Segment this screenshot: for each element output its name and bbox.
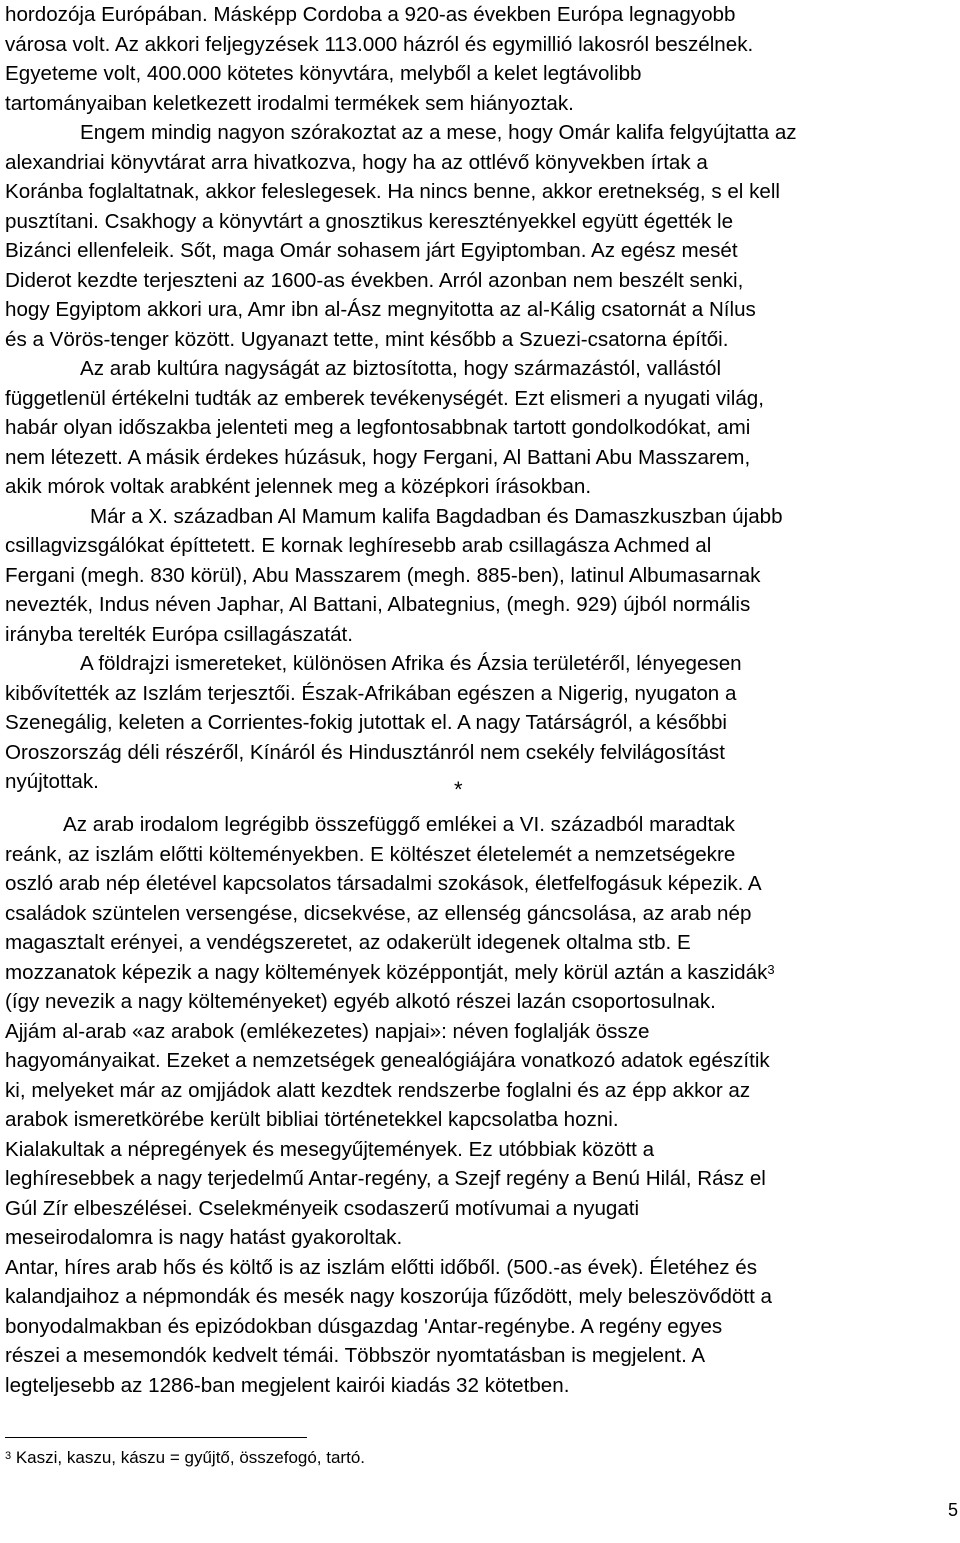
paragraph — [5, 118, 797, 354]
footnote — [5, 1446, 365, 1470]
text-line: Az arab irodalom legrégibb összefüggő emlékei a VI. századból maradtak — [63, 813, 735, 836]
text-line: kibővítették az Iszlám terjesztői. Észak-Afrikában egészen a Nigerig, nyugaton a — [5, 681, 737, 705]
text-line: reánk, az iszlám előtti költeményekben. E költészet életelemét a nemzetségekre — [5, 842, 736, 866]
text-line: meseirodalomra is nagy hatást gyakoroltak. — [5, 1226, 403, 1249]
text-line: Már a X. században Al Mamum kalifa Bagdadban és Damaszkuszban újabb — [90, 504, 783, 528]
page-number: 5 — [948, 1500, 959, 1520]
text-line: hordozója Európában. Másképp Cordoba a 920-as években Európa legnagyobb — [5, 3, 736, 26]
text-line: nem létezett. A másik érdekes húzásuk, hogy Fergani, Al Battani Abu Masszarem, — [5, 445, 751, 469]
text-line: Engem mindig nagyon szórakoztat az a mese, hogy Omár kalifa felgyújtatta az — [80, 121, 797, 144]
paragraph — [5, 810, 775, 1400]
paragraph — [5, 0, 797, 118]
text-line: kalandjaihoz a népmondák és mesék nagy koszorúja fűződött, mely beleszövődött a — [5, 1285, 772, 1308]
text-line: Oroszország déli részéről, Kínáról és Hindusztánról nem csekély felvilágosítást — [5, 740, 725, 764]
text-line: arabok ismeretkörébe került bibliai történetekkel kapcsolatba hozni. — [5, 1108, 619, 1131]
text-line: hagyományaikat. Ezeket a nemzetségek genealógiájára vonatkozó adatok egészítik — [5, 1049, 770, 1072]
footnote-number: 3 — [5, 1450, 12, 1462]
paragraph — [5, 502, 797, 650]
text-line: családok szüntelen versengése, dicsekvése, az ellenség gáncsolása, az arab nép — [5, 901, 752, 925]
text-line: akik mórok voltak arabként jelennek meg a középkori írásokban. — [5, 475, 592, 498]
text-line: Koránba foglaltatnak, akkor feleslegesek. Ha nincs benne, akkor eretnekség, s el kell — [5, 180, 781, 203]
text-line: irányba terelték Európa csillagászatát. — [5, 622, 353, 646]
body-text-upper — [5, 0, 797, 797]
text-line: nyújtottak. — [5, 770, 99, 793]
text-line: Diderot kezdte terjeszteni az 1600-as években. Arról azonban nem beszélt senki, — [5, 268, 744, 292]
text-line: Egyeteme volt, 400.000 kötetes könyvtára, melyből a kelet legtávolibb — [5, 62, 642, 85]
text-line: habár olyan időszakba jelenteti meg a legfontosabbnak tartott gondolkodókat, ami — [5, 416, 751, 439]
text-line: nevezték, Indus néven Japhar, Al Battani, Albategnius, (megh. 929) újból normális — [5, 593, 751, 616]
text-line: hogy Egyiptom akkori ura, Amr ibn al-Ász megnyitotta az al-Kálig csatornát a Nílus — [5, 298, 756, 321]
paragraph — [5, 649, 797, 797]
text-line: Kialakultak a népregények és mesegyűjtemények. Ez utóbbiak között a — [5, 1137, 655, 1161]
paragraph — [5, 354, 797, 502]
text-line: pusztítani. Csakhogy a könyvtárt a gnosztikus keresztényekkel együtt égették le — [5, 209, 734, 233]
text-line: Szenegálig, keleten a Corrientes-fokig jutottak el. A nagy Tatárságról, a későbbi — [5, 711, 727, 734]
text-line: magasztalt erényei, a vendégszeretet, az odakerült idegenek oltalma stb. E — [5, 931, 691, 954]
text-line: leghíresebbek a nagy terjedelmű Antar-regény, a Szejf regény a Benú Hilál, Rász el — [5, 1167, 766, 1190]
text-line: városa volt. Az akkori feljegyzések 113.000 házról és egymillió lakosról beszélnek. — [5, 32, 754, 56]
text-line: Fergani (megh. 830 körül), Abu Masszarem (megh. 885-ben), latinul Albumasarnak — [5, 563, 761, 587]
section-separator: * — [454, 777, 463, 802]
text-line: oszló arab nép életével kapcsolatos társadalmi szokások, életfelfogásuk képezik. A — [5, 872, 762, 895]
text-line: Ajjám al-arab «az arabok (emlékezetes) napjai»: néven foglalják össze — [5, 1019, 650, 1043]
text-line: részei a mesemondók kedvelt témái. Többször nyomtatásban is megjelent. A — [5, 1344, 706, 1367]
text-line: A földrajzi ismereteket, különösen Afrika és Ázsia területéről, lényegesen — [80, 652, 742, 675]
text-line: csillagvizsgálókat építtetett. E kornak leghíresebb arab csillagásza Achmed al — [5, 534, 712, 557]
text-line-with-footnote-ref — [5, 958, 775, 988]
text-line: ki, melyeket már az omjjádok alatt kezdtek rendszerbe foglalni és az épp akkor az — [5, 1078, 751, 1102]
text-line: és a Vörös-tenger között. Ugyanazt tette, mint később a Szuezi-csatorna építői. — [5, 327, 729, 351]
text-line: Antar, híres arab hős és költő is az iszlám előtti időből. (500.-as évek). Életéhez és — [5, 1255, 758, 1279]
footnote-divider — [5, 1437, 307, 1438]
text-line: tartományaiban keletkezett irodalmi termékek sem hiányoztak. — [5, 91, 574, 115]
footnote-text: Kaszi, kaszu, kászu = gyűjtő, összefogó, tartó. — [11, 1448, 365, 1467]
text-line: (így nevezik a nagy költeményeket) egyéb alkotó részei lazán csoportosulnak. — [5, 990, 716, 1013]
text-line: bonyodalmakban és epizódokban dúsgazdag 'Antar-regénybe. A regény egyes — [5, 1314, 723, 1338]
text-line: függetlenül értékelni tudták az emberek tevékenységét. Ezt elismeri a nyugati világ, — [5, 386, 764, 410]
text-segment: mozzanatok képezik a nagy költemények középpontját, mely körül aztán a kaszidák — [5, 960, 768, 984]
body-text-lower — [5, 810, 775, 1400]
text-line: Az arab kultúra nagyságát az biztosította, hogy származástól, vallástól — [80, 357, 722, 380]
text-line: legteljesebb az 1286-ban megjelent kairói kiadás 32 kötetben. — [5, 1373, 570, 1397]
text-line: Bizánci ellenfeleik. Sőt, maga Omár sohasem járt Egyiptomban. Az egész mesét — [5, 239, 738, 262]
text-line: Gúl Zír elbeszélései. Cselekményeik csodaszerű motívumai a nyugati — [5, 1196, 640, 1220]
text-line: alexandriai könyvtárat arra hivatkozva, hogy ha az ottlévő könyvekben írtak a — [5, 150, 708, 174]
footnote-reference[interactable]: 3 — [767, 961, 775, 977]
